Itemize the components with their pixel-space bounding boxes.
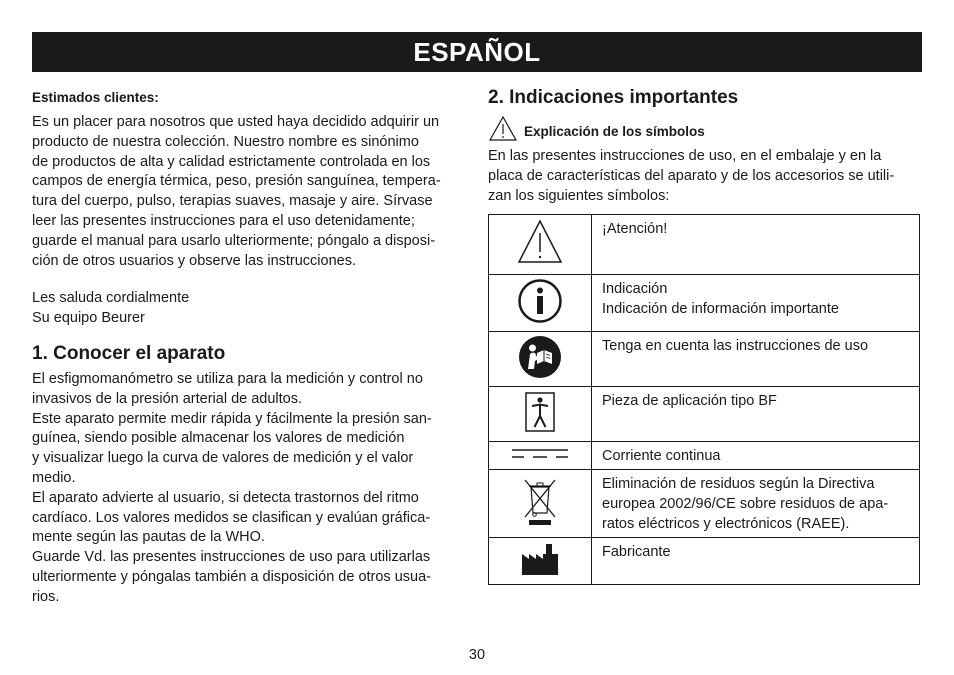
table-row — [489, 275, 920, 332]
symbol-description: Corriente continua — [592, 442, 920, 470]
section-1-paragraph: El esfigmomanómetro se utiliza para la medición y control no invasivos de la presión arterial de adultos. Este aparato permite medir rápida y fácilmente la presión san- guínea, siendo posible almacenar los valores de medición y visualizar luego la curva de valores de medición y el valor medio. El aparato advierte al usuario, si detecta trastornos del ritmo cardíaco. Los valores medidos se clasifican y evalúan gráfica- mente según las pautas de la WHO. Guarde Vd. las presentes instrucciones de uso para utilizarlas ulteriormente y póngalas también a disposición de otros usua- rios. — [32, 370, 432, 605]
symbols-subheading — [488, 115, 920, 141]
right-column — [488, 86, 920, 585]
manufacturer-factory-icon — [520, 542, 560, 576]
symbols-subheading-text: Explicación de los símbolos — [524, 124, 705, 139]
table-row — [489, 538, 920, 585]
symbol-description: ¡Atención! — [592, 215, 920, 275]
symbol-description: Indicación Indicación de información importante — [592, 275, 920, 332]
section-2-heading: 2. Indicaciones importantes — [488, 87, 739, 108]
page-number: 30 — [468, 647, 486, 663]
symbols-table — [488, 214, 920, 585]
closing-line-1: Les saluda cordialmente — [32, 290, 190, 307]
warning-triangle-icon — [516, 218, 564, 266]
warning-small-icon — [488, 115, 518, 141]
direct-current-icon — [510, 446, 570, 460]
read-manual-icon — [518, 335, 562, 379]
table-row — [489, 442, 920, 470]
info-circle-icon — [517, 278, 563, 324]
type-bf-body-icon — [525, 392, 555, 432]
language-banner: ESPAÑOL — [32, 32, 922, 72]
symbol-description: Eliminación de residuos según la Directiva europea 2002/96/CE sobre residuos de apa- ratos eléctricos y electrónicos (RAEE). — [592, 470, 920, 538]
table-row — [489, 332, 920, 387]
table-row — [489, 470, 920, 538]
section-2-paragraph: En las presentes instrucciones de uso, en el embalaje y en la placa de características del aparato y de los accesorios se utili- zan los siguientes símbolos: — [488, 148, 895, 204]
section-1-heading: 1. Conocer el aparato — [32, 342, 226, 364]
symbol-description: Fabricante — [592, 538, 920, 585]
left-column — [32, 88, 468, 608]
symbol-description: Pieza de aplicación tipo BF — [592, 387, 920, 442]
intro-paragraph: Es un placer para nosotros que usted haya decidido adquirir un producto de nuestra colección. Nuestro nombre es sinónimo de productos de alta y calidad estrictamente controlada en los campos de energía térmica, peso, presión sanguínea, tempera- tura del cuerpo, pulso, terapias suaves, masaje y aire. Sírvase leer las presentes instrucciones para el uso detenidamente; guarde el manual para usarlo ulteriormente; póngalo a disposi- ción de otros usuarios y observe las instrucciones. — [32, 114, 441, 269]
greeting-heading: Estimados clientes: — [32, 90, 159, 105]
closing-line-2: Su equipo Beurer — [32, 310, 145, 327]
table-row — [489, 387, 920, 442]
symbol-description: Tenga en cuenta las instrucciones de uso — [592, 332, 920, 387]
weee-crossed-bin-icon — [520, 475, 560, 527]
table-row — [489, 215, 920, 275]
